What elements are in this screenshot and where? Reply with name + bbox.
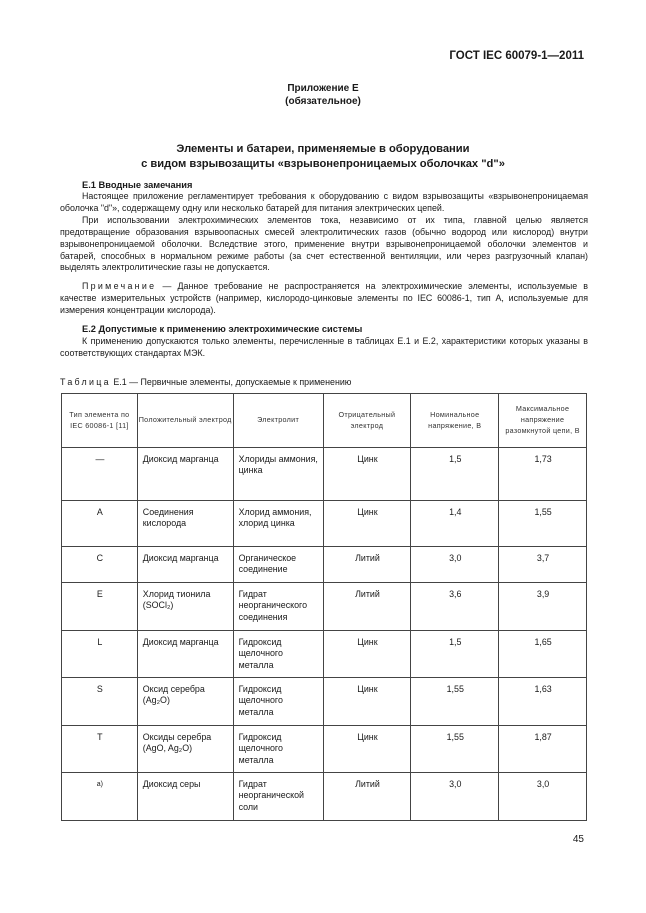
cell-nominal: 3,0 <box>449 553 462 563</box>
cell-electrolyte: Гидроксид щелочного металла <box>238 684 283 717</box>
header-electrolyte: Электролит <box>233 394 323 448</box>
cell-type: E <box>96 589 103 599</box>
cell-type: S <box>96 684 103 694</box>
cell-positive: Диоксид серы <box>142 779 201 789</box>
header-positive-electrode: Положительный электрод <box>137 394 233 448</box>
cell-negative: Цинк <box>357 732 378 742</box>
header-type: Тип элемента по IEC 60086-1 [11] <box>62 394 138 448</box>
cell-positive: Диоксид марганца <box>142 637 219 647</box>
cell-type: C <box>96 553 104 563</box>
main-title-line1: Элементы и батареи, применяемые в оборудовании <box>176 143 470 155</box>
section-e2-heading: E.2 Допустимые к применению электрохимические системы <box>82 324 363 334</box>
table-header-row <box>62 394 587 448</box>
table-caption-lead: Таблица <box>60 377 111 387</box>
section-e2-paragraph-1: К применению допускаются только элементы, перечисленные в таблицах E.1 и E.2, характеристики которых указаны в соответствующих стандартах МЭК. <box>60 336 588 358</box>
cell-negative: Литий <box>355 779 380 789</box>
cell-nominal: 1,55 <box>446 732 464 742</box>
main-title-line2: с видом взрывозащиты «взрывонепроницаемых оболочках "d"» <box>141 158 505 170</box>
section-e1-paragraph-2: При использовании электрохимических элементов тока, независимо от их типа, главной целью является предотвращение образования взрывоопасных смесей электролитических газов (обычно водород или кислород) внутри взрывонепроницаемой оболочки. Вследствие этого, применение внутри взрывонепроницаемой оболочки элементов и батарей, способных в нормальном режиме работы (за счет естественной вентиляции, или через разгрузочный клапан) выделять электролитические газы не допускается. <box>60 214 588 273</box>
cell-negative: Литий <box>355 553 380 563</box>
page-number: 45 <box>572 834 584 845</box>
cell-max: 3,0 <box>536 779 550 789</box>
cell-negative: Цинк <box>357 507 378 517</box>
cell-positive: Диоксид марганца <box>142 553 219 563</box>
table-row <box>62 547 587 583</box>
table-row <box>62 501 587 547</box>
cell-electrolyte: Хлориды аммония, цинка <box>238 454 318 476</box>
table-caption <box>60 377 351 387</box>
cell-nominal: 1,4 <box>449 507 462 517</box>
cell-electrolyte: Гидроксид щелочного металла <box>238 732 283 765</box>
cell-positive: Соединения кислорода <box>142 507 194 529</box>
cell-electrolyte: Гидрат неорганической соли <box>238 779 305 812</box>
cell-type: L <box>97 637 103 647</box>
cell-electrolyte: Хлорид аммония, хлорид цинка <box>238 507 312 529</box>
cell-max: 1,63 <box>534 684 552 694</box>
cell-type-footnote: a) <box>96 781 103 788</box>
table-caption-text: E.1 — Первичные элементы, допускаемые к применению <box>110 377 352 387</box>
cell-electrolyte: Органическое соединение <box>238 553 297 575</box>
table-row <box>62 726 587 773</box>
cell-positive: Диоксид марганца <box>142 454 219 464</box>
cell-max: 3,7 <box>536 553 550 563</box>
section-e1-paragraph-1: Настоящее приложение регламентирует требования к оборудованию с видом взрывозащиты «взрывонепроницаемая оболочка "d"», содержащему одну или несколько батарей для питания электрических цепей. <box>60 191 588 213</box>
cell-type: A <box>96 507 103 517</box>
document-code: ГОСТ IEC 60079-1—2011 <box>449 50 584 62</box>
cell-nominal: 3,0 <box>449 779 462 789</box>
appendix-title: Приложение E <box>287 83 359 94</box>
note-text: — Данное требование не распространяется на электрохимические элементы, используемые в качестве измерительных устройств (например, кислородо-цинковые элементы по IEC 60086-1, тип A, используемые для измерения концентрации кислорода). <box>60 281 588 315</box>
section-e1-body <box>60 191 588 274</box>
cell-max: 1,87 <box>534 732 552 742</box>
cell-electrolyte: Гидрат неорганического соединения <box>238 589 308 622</box>
appendix-status: (обязательное) <box>285 96 361 107</box>
note-lead: Примечание <box>82 281 157 291</box>
note <box>60 281 588 317</box>
table-row <box>62 448 587 501</box>
cell-nominal: 1,5 <box>449 637 462 647</box>
header-negative-electrode: Отрицательный электрод <box>323 394 411 448</box>
main-title <box>0 142 646 172</box>
table-row <box>62 678 587 726</box>
cell-positive: Оксид серебра (Ag₂O) <box>142 684 205 706</box>
cell-negative: Цинк <box>357 684 378 694</box>
cell-negative: Литий <box>355 589 380 599</box>
section-e2-body <box>60 336 588 360</box>
cell-nominal: 1,5 <box>449 454 462 464</box>
section-e1-heading: E.1 Вводные замечания <box>82 180 193 190</box>
primary-cells-table <box>61 393 587 821</box>
table-row <box>62 583 587 631</box>
table-row <box>62 773 587 821</box>
cell-negative: Цинк <box>357 637 378 647</box>
cell-type: T <box>97 732 103 742</box>
cell-max: 1,65 <box>534 637 552 647</box>
cell-max: 1,73 <box>534 454 552 464</box>
header-max-voltage: Максимальное напряжение разомкнутой цепи, В <box>499 394 587 448</box>
appendix-heading <box>0 82 646 108</box>
cell-type: — <box>95 454 105 464</box>
header-nominal-voltage: Номинальное напряжение, В <box>411 394 499 448</box>
cell-nominal: 1,55 <box>446 684 464 694</box>
cell-positive: Оксиды серебра (AgO, Ag₂O) <box>142 732 212 754</box>
cell-electrolyte: Гидроксид щелочного металла <box>238 637 283 670</box>
cell-negative: Цинк <box>357 454 378 464</box>
cell-nominal: 3,6 <box>449 589 462 599</box>
cell-max: 3,9 <box>536 589 550 599</box>
cell-positive: Хлорид тионила (SOCl₂) <box>142 589 211 611</box>
table-row <box>62 631 587 678</box>
cell-max: 1,55 <box>534 507 552 517</box>
